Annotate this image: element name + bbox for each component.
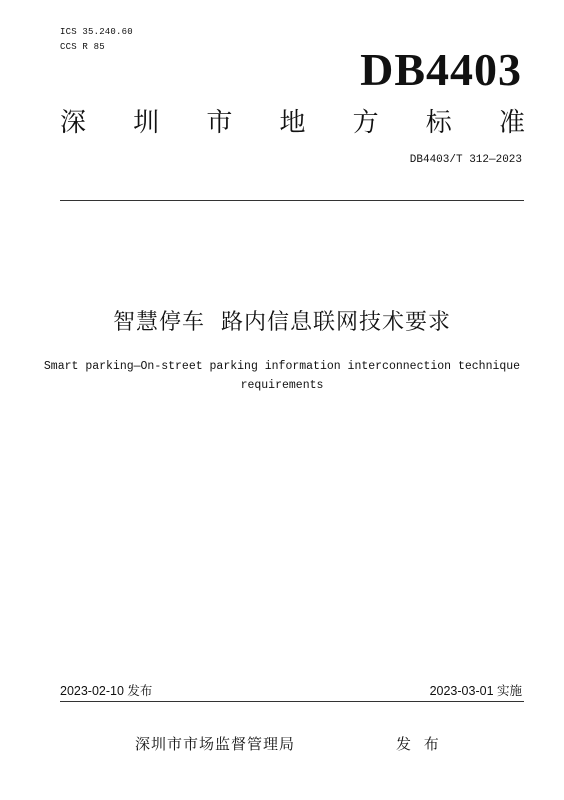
standard-type-char: 地 [279,108,306,138]
standard-number: DB4403/T 312—2023 [409,154,522,166]
english-title [30,357,534,395]
top-divider [60,200,524,201]
english-title-line-1: Smart parking—On-street parking information interconnection technique [43,360,521,373]
db-standard-code: DB4403 [360,44,522,95]
standard-type-char: 标 [425,108,452,138]
bottom-divider [60,701,524,702]
standard-type-char: 市 [206,108,233,138]
chinese-title: 智慧停车 路内信息联网技术要求 [113,310,451,335]
standard-type-char: 准 [498,108,525,138]
standard-type-char: 圳 [133,108,160,138]
standard-type-char: 方 [352,108,379,138]
standard-type-char: 深 [60,108,87,138]
ccs-code: CCS R 85 [60,42,105,52]
english-title-line-2: requirements [240,379,324,392]
issuing-authority: 深圳市市场监督管理局 [135,735,296,753]
ics-code: ICS 35.240.60 [60,27,133,37]
implementation-date: 2023-03-01 实施 [429,684,522,698]
publish-label: 发 布 [396,735,443,753]
standard-type-heading [60,106,525,140]
issue-date: 2023-02-10 发布 [60,684,153,698]
